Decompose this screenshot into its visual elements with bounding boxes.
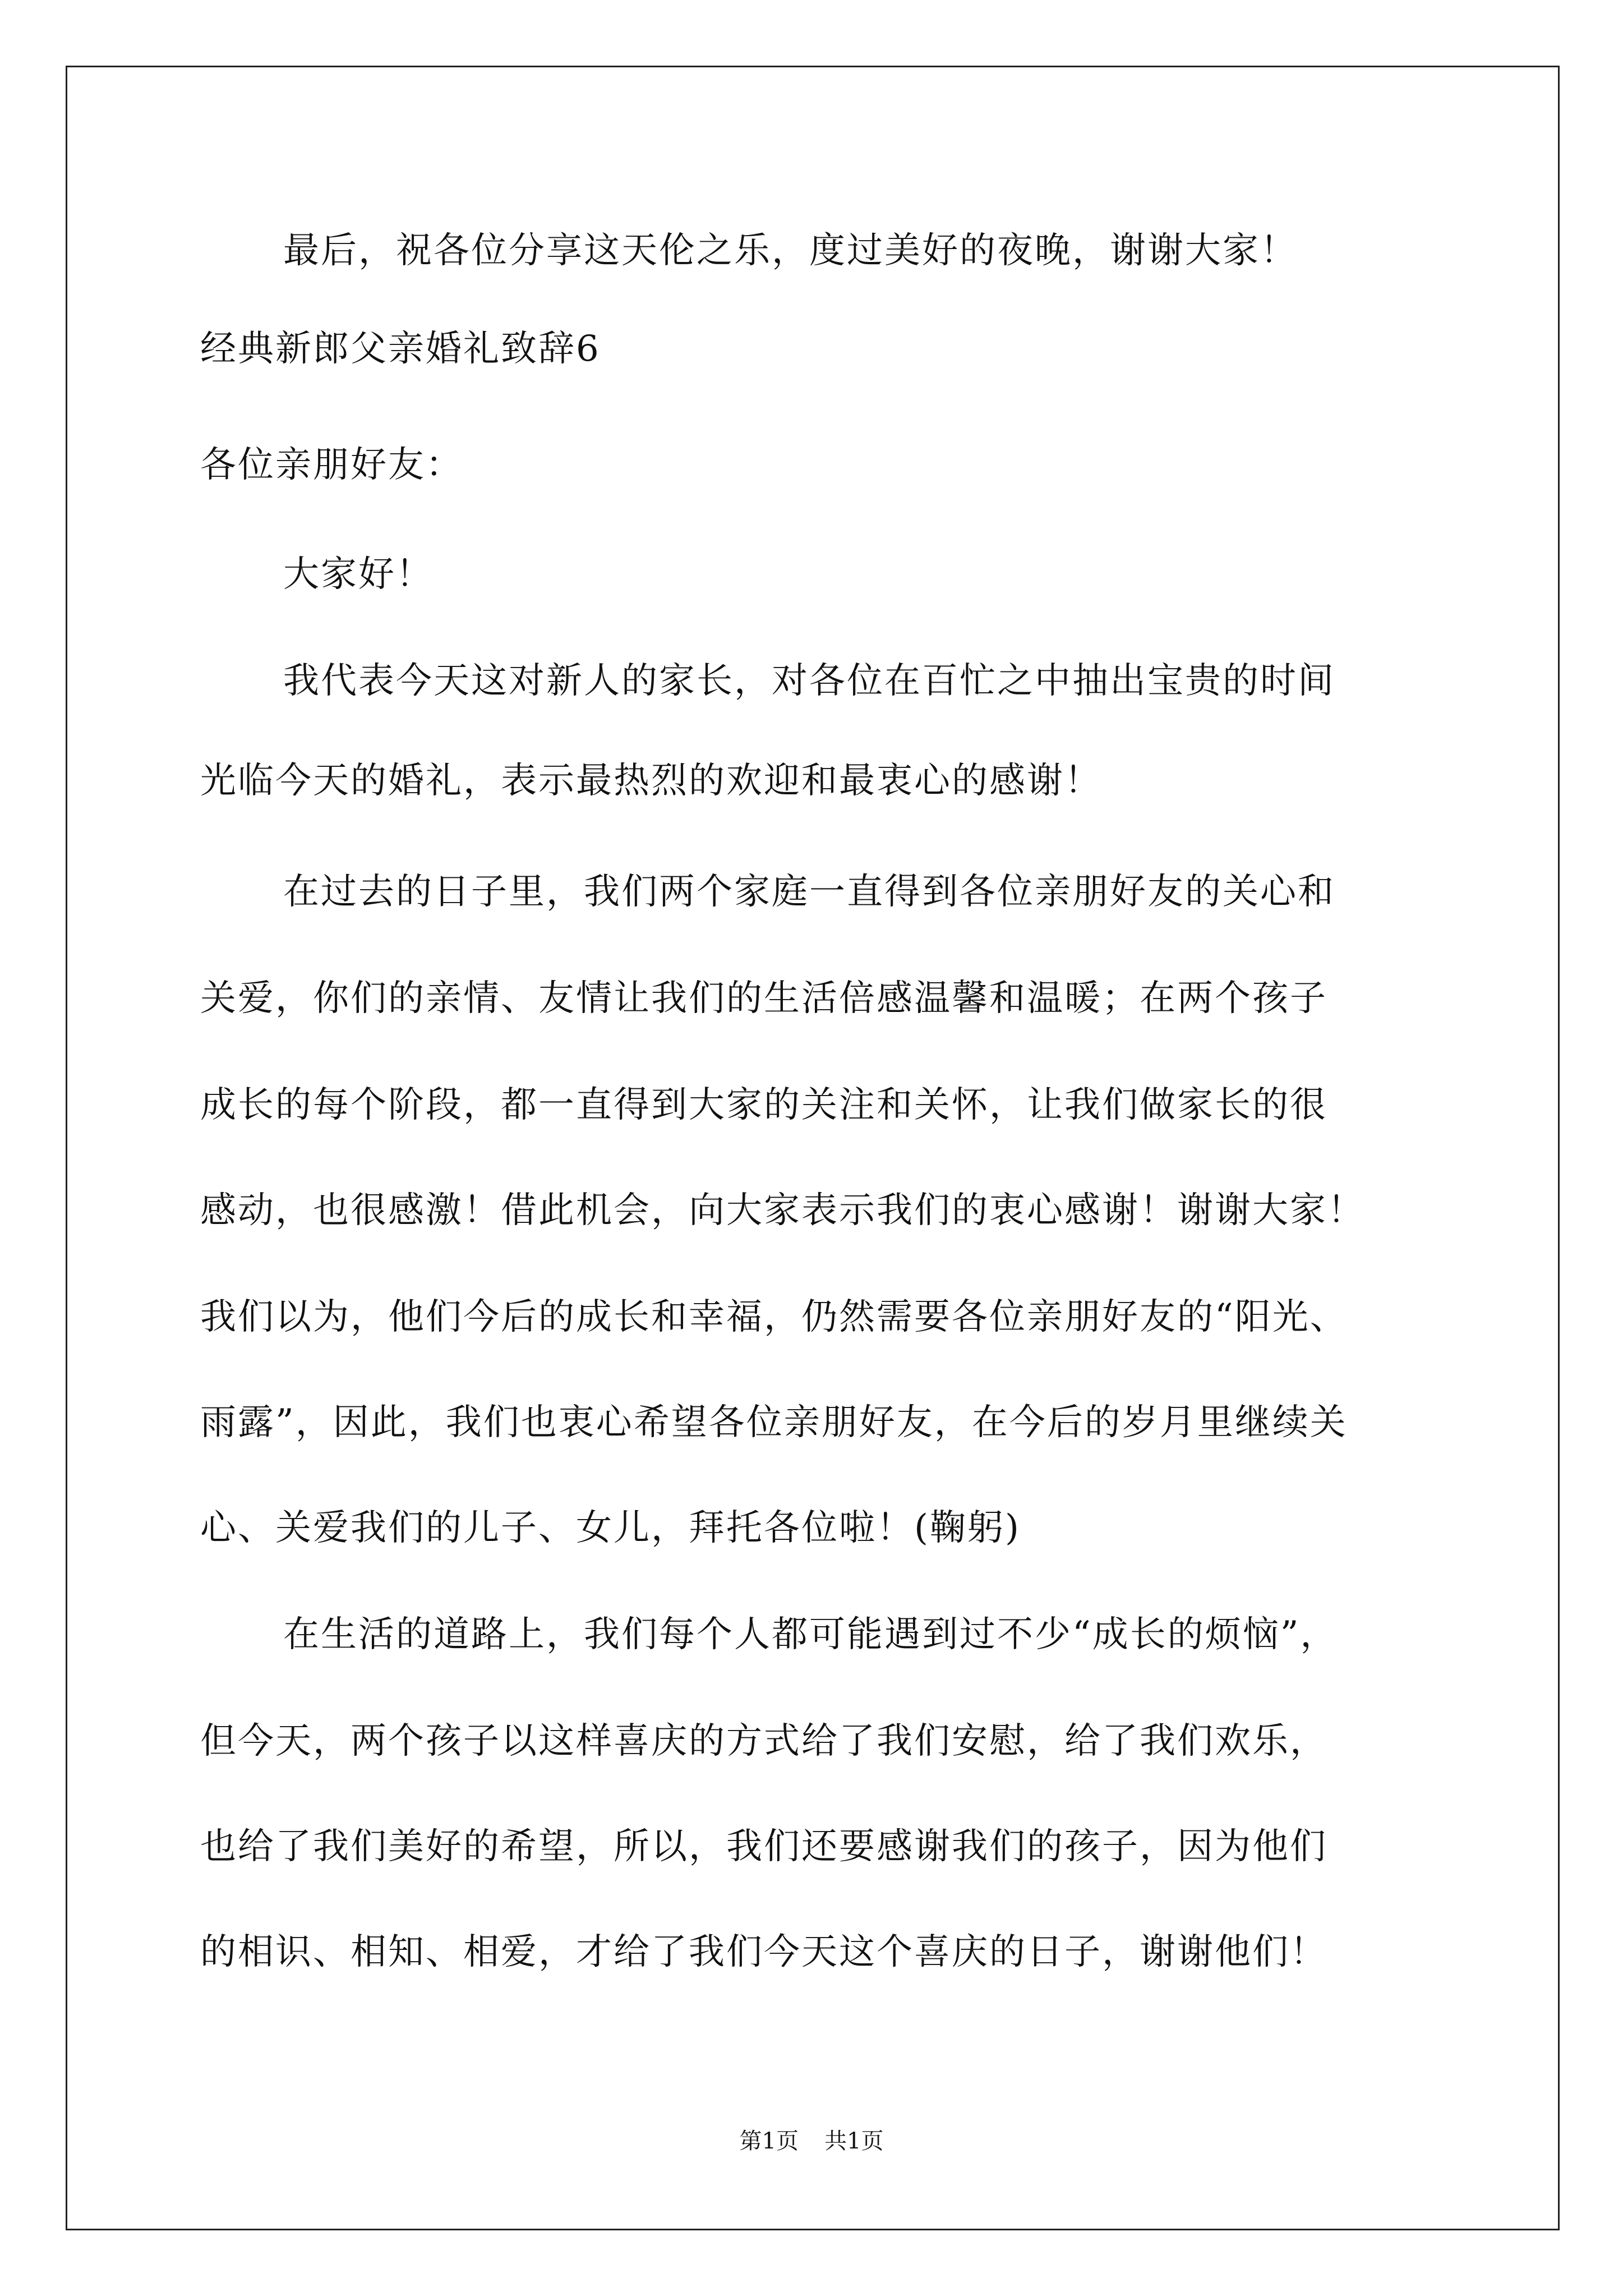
paragraph-line: 心、关爱我们的儿子、女儿，拜托各位啦！(鞠躬) (200, 1507, 1021, 1549)
paragraph-line: 光临今天的婚礼，表示最热烈的欢迎和最衷心的感谢！ (200, 760, 1102, 802)
paragraph-line: 感动，也很感激！借此机会，向大家表示我们的衷心感谢！谢谢大家！ (200, 1190, 1365, 1231)
page-number: 第1页 (739, 2128, 799, 2154)
paragraph-line: 在生活的道路上，我们每个人都可能遇到过不少“成长的烦恼”， (283, 1614, 1338, 1655)
salutation: 各位亲朋好友： (200, 444, 463, 486)
paragraph-line: 关爱，你们的亲情、友情让我们的生活倍感温馨和温暖；在两个孩子 (200, 978, 1327, 1019)
paragraph-line: 的相识、相知、相爱，才给了我们今天这个喜庆的日子，谢谢他们！ (200, 1931, 1327, 1973)
page-frame (66, 66, 1560, 2230)
section-heading: 经典新郎父亲婚礼致辞6 (200, 328, 601, 370)
paragraph-line: 但今天，两个孩子以这样喜庆的方式给了我们安慰，给了我们欢乐， (200, 1720, 1327, 1762)
paragraph-line: 我们以为，他们今后的成长和幸福，仍然需要各位亲朋好友的“阳光、 (200, 1296, 1348, 1338)
page-footer (0, 2127, 1623, 2155)
paragraph-line: 在过去的日子里，我们两个家庭一直得到各位亲朋好友的关心和 (283, 871, 1335, 913)
closing-line: 最后，祝各位分享这天伦之乐，度过美好的夜晚，谢谢大家！ (283, 230, 1298, 272)
page-total: 共1页 (824, 2128, 884, 2154)
paragraph-line: 雨露”，因此，我们也衷心希望各位亲朋好友，在今后的岁月里继续关 (200, 1402, 1348, 1443)
greeting: 大家好！ (283, 554, 434, 595)
paragraph-line: 成长的每个阶段，都一直得到大家的关注和关怀，让我们做家长的很 (200, 1084, 1327, 1126)
paragraph-line: 也给了我们美好的希望，所以，我们还要感谢我们的孩子，因为他们 (200, 1826, 1327, 1867)
paragraph-line: 我代表今天这对新人的家长，对各位在百忙之中抽出宝贵的时间 (283, 660, 1335, 702)
